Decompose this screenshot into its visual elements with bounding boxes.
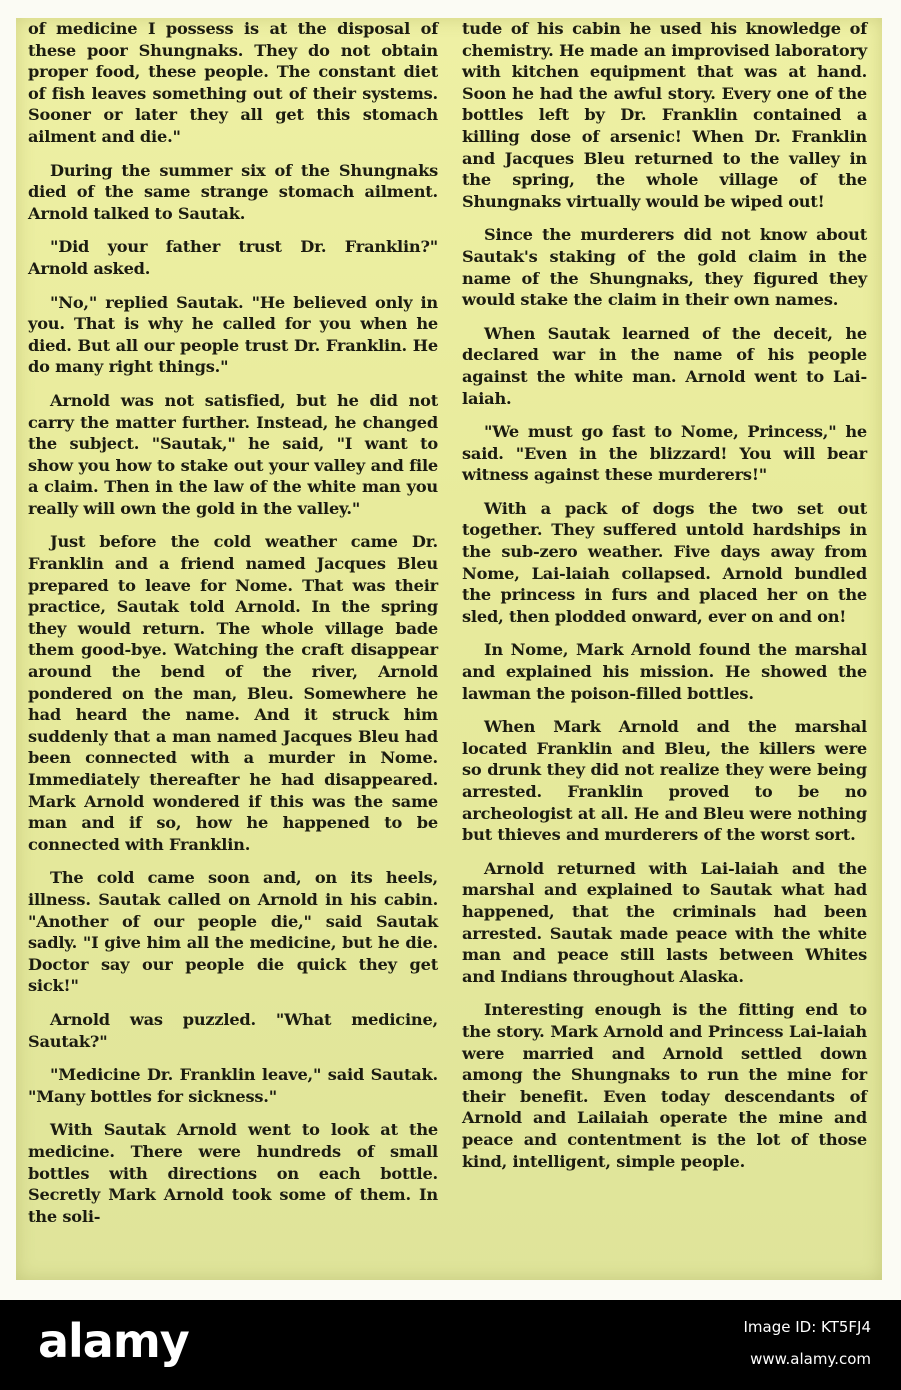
right-column [462,18,867,1184]
paragraph: When Sautak learned of the deceit, he declared war in the name of his people against the white man. Arnold went to Lai-laiah. [462,323,867,408]
paragraph: During the summer six of the Shungnaks died of the same strange stomach ailment. Arnold talked to Sautak. [28,160,438,223]
paragraph: Arnold was not satisfied, but he did not carry the matter further. Instead, he changed the subject. "Sautak," he said, "I want to show you how to stake out your valley and file a claim. Then in the law of the white man you really will own the gold in the valley." [28,390,438,518]
paragraph: When Mark Arnold and the marshal located Franklin and Bleu, the killers were so drunk they did not realize they were being arrested. Franklin proved to be no archeologist at all. He and Bleu were nothing but thieves and murderers of the worst sort. [462,717,867,845]
paragraph: In Nome, Mark Arnold found the marshal and explained his mission. He showed the lawman the poison-filled bottles. [462,640,867,703]
paragraph: "No," replied Sautak. "He believed only in you. That is why he called for you when he died. But all our people trust Dr. Franklin. He do many right things." [28,292,438,377]
image-id-label: Image ID: KT5FJ4 [743,1318,871,1336]
paragraph: With Sautak Arnold went to look at the medicine. There were hundreds of small bottles with directions on each bottle. Secretly Mark Arnold took some of them. In the soli- [28,1120,438,1226]
paragraph: Since the murderers did not know about Sautak's staking of the gold claim in the name of the Shungnaks, they figured they would stake the claim in their own names. [462,225,867,310]
paragraph: Arnold returned with Lai-laiah and the marshal and explained to Sautak what had happened, that the criminals had been arrested. Sautak made peace with the white man and peace still lasts between Whites and Indians throughout Alaska. [462,858,867,986]
paragraph: The cold came soon and, on its heels, illness. Sautak called on Arnold in his cabin. "Another of our people die," said Sautak sadly. "I give him all the medicine, but he die. Doctor say our people die quick they get sick!" [28,868,438,996]
paragraph: tude of his cabin he used his knowledge of chemistry. He made an improvised laboratory with kitchen equipment that was at hand. Soon he had the awful story. Every one of the bottles left by Dr. Franklin contained a killing dose of arsenic! When Dr. Franklin and Jacques Bleu returned to the valley in the spring, the whole village of the Shungnaks virtually would be wiped out! [462,19,867,211]
paragraph: "We must go fast to Nome, Princess," he said. "Even in the blizzard! You will bear witness against these murderers!" [462,422,867,485]
paragraph: Just before the cold weather came Dr. Franklin and a friend named Jacques Bleu prepared to leave for Nome. That was their practice, Sautak told Arnold. In the spring they would return. The whole village bade them good-bye. Watching the craft disappear around the bend of the river, Arnold pondered on the man, Bleu. Somewhere he had heard the name. And it struck him suddenly that a man named Jacques Bleu had been connected with a murder in Nome. Immediately thereafter he had disappeared. Mark Arnold wondered if this was the same man and if so, how he happened to be connected with Franklin. [28,532,438,854]
paragraph: Interesting enough is the fitting end to the story. Mark Arnold and Princess Lai-laiah were married and Arnold settled down among the Shungnaks to run the mine for their benefit. Even today descendants of Arnold and Lailaiah operate the mine and peace and contentment is the lot of those kind, intelligent, simple people. [462,1000,867,1171]
printed-page [16,18,882,1280]
left-column [28,18,438,1239]
alamy-logo: alamy [38,1314,189,1368]
site-url-label: www.alamy.com [750,1350,871,1368]
watermark-bar [0,1300,901,1390]
paragraph: With a pack of dogs the two set out together. They suffered untold hardships in the sub-zero weather. Five days away from Nome, Lai-laiah collapsed. Arnold bundled the princess in furs and placed her on the sled, then plodded onward, ever on and on! [462,498,867,626]
paragraph: "Medicine Dr. Franklin leave," said Sautak. "Many bottles for sickness." [28,1065,438,1106]
paragraph: "Did your father trust Dr. Franklin?" Arnold asked. [28,237,438,278]
paragraph: Arnold was puzzled. "What medicine, Sautak?" [28,1009,438,1051]
paragraph: of medicine I possess is at the disposal of these poor Shungnaks. They do not obtain proper food, these people. The constant diet of fish leaves something out of their systems. Sooner or later they all get this stomach ailment and die." [28,19,438,146]
